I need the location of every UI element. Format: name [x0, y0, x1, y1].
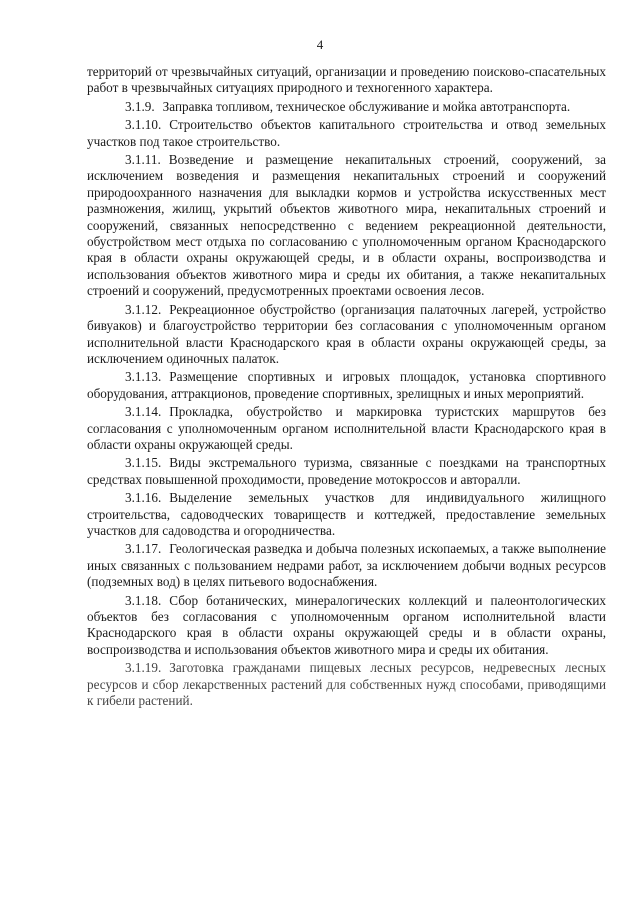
clause-number: 3.1.9. [125, 98, 155, 114]
paragraph-text: Размещение спортивных и игровых площадок, установка спортивного оборудования, аттракционов, проведение спортивных, зрелищных и иных мероприятий. [87, 369, 606, 401]
page-number: 4 [316, 37, 324, 52]
paragraph-text: Рекреационное обустройство (организация палаточных лагерей, устройство бивуаков) и благоустройство территории без согласования с уполномоченным органом исполнительной власти Краснодарского края в области охраны окружающей среды, за исключением одиночных палаток. [87, 301, 606, 366]
paragraph-3-1-16 [87, 490, 606, 539]
clause-number: 3.1.13. [125, 369, 162, 385]
clause-number: 3.1.19. [125, 660, 162, 676]
paragraph-3-1-15 [87, 455, 606, 488]
clause-number: 3.1.12. [125, 301, 162, 317]
paragraph-continuation [87, 64, 606, 97]
paragraph-3-1-9 [87, 99, 606, 115]
paragraph-text: Заправка топливом, техническое обслуживание и мойка автотранспорта. [162, 98, 571, 114]
clause-number: 3.1.16. [125, 490, 162, 506]
paragraph-text: Сбор ботанических, минералогических коллекций и палеонтологических объектов без согласования с уполномоченным органом исполнительной власти Краснодарского края в области охраны окружающей среды и в области охраны, воспроизводства и использования объектов животного мира и среды их обитания. [87, 592, 606, 657]
paragraph-3-1-12 [87, 302, 606, 368]
paragraph-text: Заготовка гражданами пищевых лесных ресурсов, недревесных лесных ресурсов и сбор лекарственных растений для собственных нужд способами, приводящими к гибели растений. [87, 660, 606, 709]
paragraph-3-1-19 [87, 660, 606, 709]
clause-number: 3.1.15. [125, 455, 162, 471]
paragraph-3-1-17 [87, 541, 606, 590]
paragraph-3-1-13 [87, 369, 606, 402]
paragraph-3-1-18 [87, 593, 606, 659]
document-body [87, 64, 606, 711]
paragraph-3-1-14 [87, 404, 606, 453]
paragraph-text: Строительство объектов капитального строительства и отвод земельных участков под такое строительство. [87, 117, 606, 149]
clause-number: 3.1.10. [125, 117, 162, 133]
clause-number: 3.1.17. [125, 541, 162, 557]
paragraph-text: Виды экстремального туризма, связанные с поездками на транспортных средствах повышенной проходимости, проведение мотокроссов и авторалли. [87, 455, 606, 487]
paragraph-text: территорий от чрезвычайных ситуаций, организации и проведению поисково-спасательных работ в чрезвычайных ситуациях природного и техногенного характера. [87, 64, 606, 96]
paragraph-3-1-11 [87, 152, 606, 300]
paragraph-text: Прокладка, обустройство и маркировка туристских маршрутов без согласования с уполномоченным органом исполнительной власти Краснодарского края в области охраны окружающей среды. [87, 404, 606, 452]
paragraph-text: Выделение земельных участков для индивидуального жилищного строительства, садоводческих товариществ и коттеджей, предоставление земельных участков для садоводства и огородничества. [87, 490, 606, 538]
paragraph-text: Возведение и размещение некапитальных строений, сооружений, за исключением возведения и размещения некапитальных строений и сооружений природоохранного назначения для выкладки кормов и устройства искусственных мест размножения, жилищ, укрытий объектов животного мира, некапитальных строений и сооружений, связанных непосредственно с ведением рекреационной деятельности, обустройством мест отдыха по согласованию с уполномоченным органом Краснодарского края в области охраны окружающей среды, и в области охраны, воспроизводства и использования объектов животного мира и среды их обитания, а также некапитальных строений и сооружений, предусмотренных проектами освоения лесов. [87, 152, 606, 299]
clause-number: 3.1.11. [125, 152, 161, 168]
paragraph-text: Геологическая разведка и добыча полезных ископаемых, а также выполнение иных связанных с пользованием недрами работ, за исключением добычи водных ресурсов (подземных вод) в целях питьевого водоснабжения. [87, 541, 606, 590]
clause-number: 3.1.18. [125, 592, 162, 608]
paragraph-3-1-10 [87, 117, 606, 150]
clause-number: 3.1.14. [125, 404, 162, 420]
